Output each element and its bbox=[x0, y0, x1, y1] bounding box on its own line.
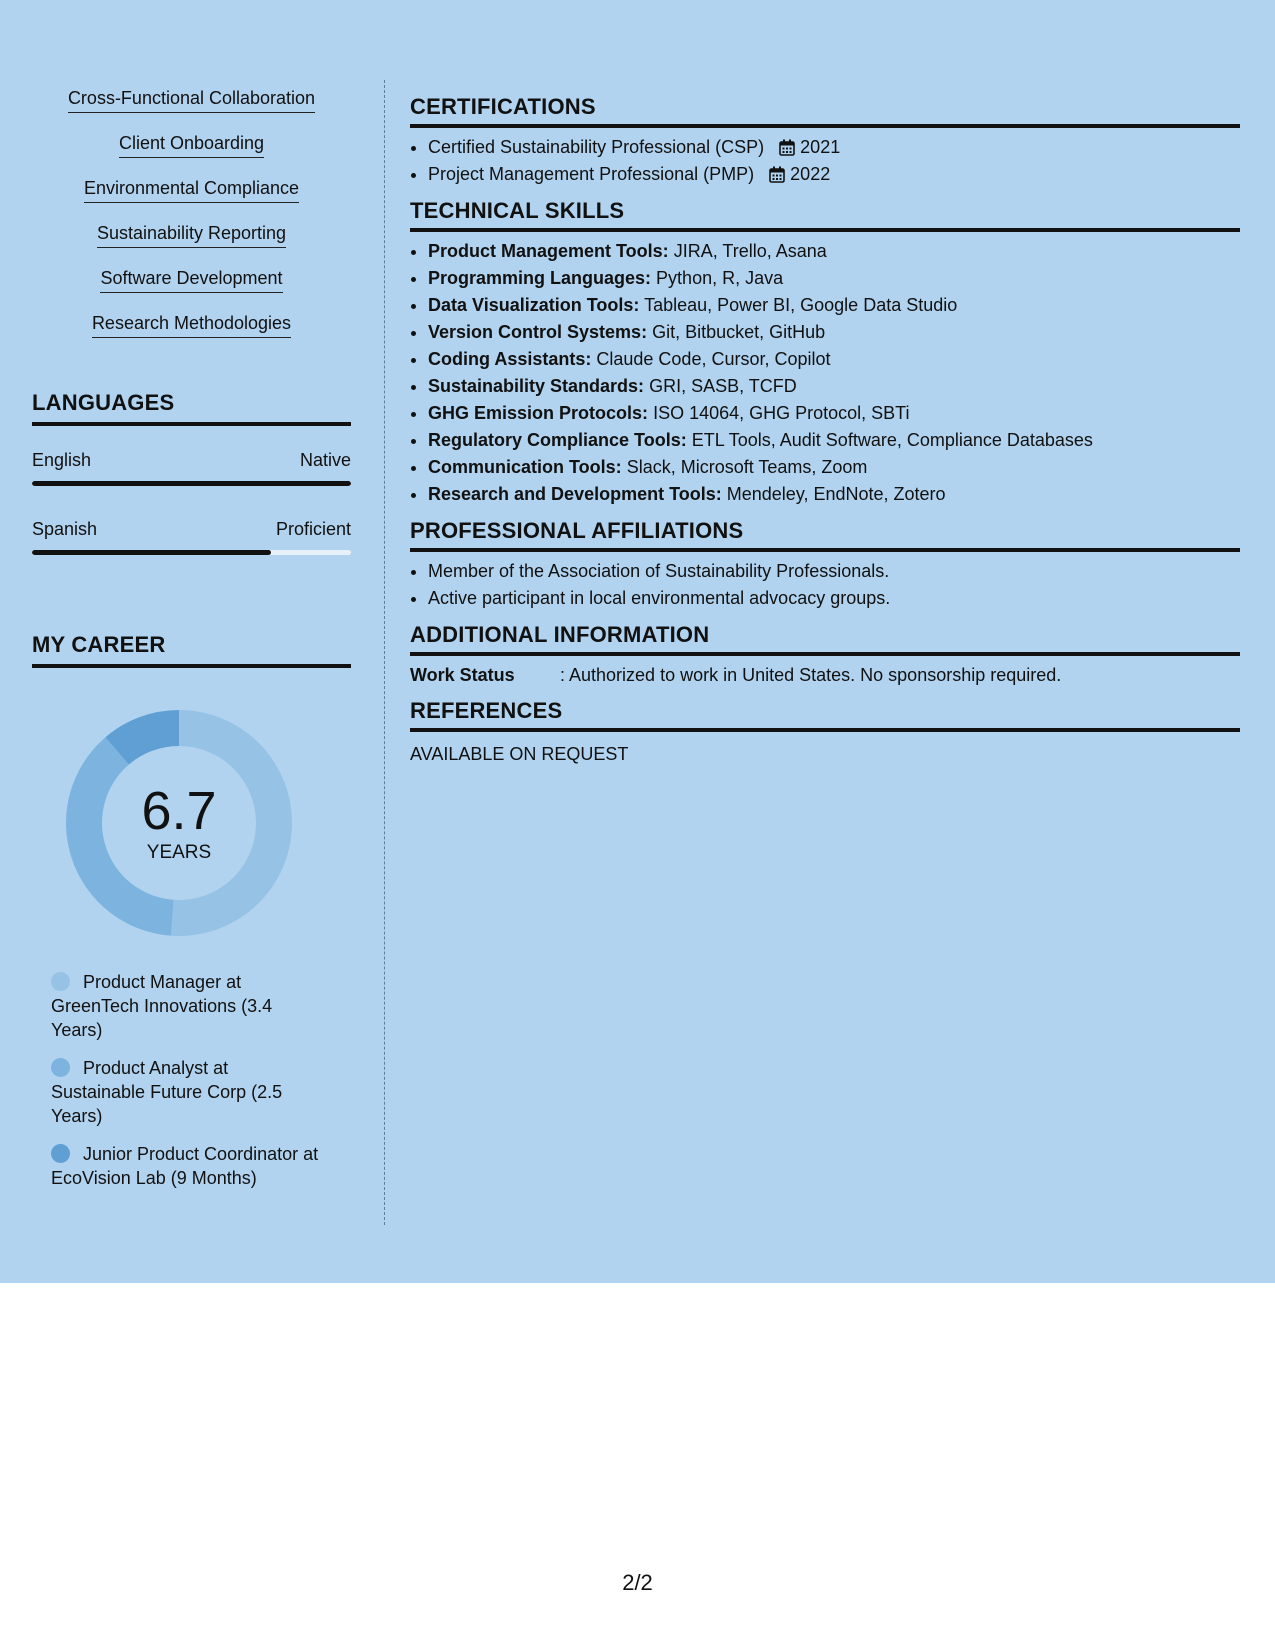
career-total-unit: YEARS bbox=[146, 842, 212, 863]
language-bar-fill bbox=[32, 481, 351, 486]
language-bar-english bbox=[32, 481, 351, 486]
certification-year: 2021 bbox=[800, 137, 841, 157]
technical-skill-item bbox=[428, 454, 1240, 481]
certifications-section bbox=[410, 94, 1240, 188]
affiliation-item: • Member of the Association of Sustainability Professionals. bbox=[428, 558, 1240, 585]
skill-item: Environmental Compliance bbox=[32, 176, 351, 221]
language-bar-fill bbox=[32, 550, 271, 555]
technical-skill-item bbox=[428, 292, 1240, 319]
skill-label: Data Visualization Tools: bbox=[428, 295, 640, 315]
work-status-value: : Authorized to work in United States. No sponsorship required. bbox=[560, 665, 1062, 685]
certification-item bbox=[428, 134, 1240, 161]
language-name: Spanish bbox=[32, 519, 98, 539]
technical-skill-item bbox=[428, 427, 1240, 454]
certification-item bbox=[428, 161, 1240, 188]
skills-list bbox=[32, 86, 351, 356]
additional-info-heading: ADDITIONAL INFORMATION bbox=[410, 622, 1240, 656]
skill-value: ETL Tools, Audit Software, Compliance Databases bbox=[691, 430, 1093, 450]
skill-item: Sustainability Reporting bbox=[32, 221, 351, 266]
languages-heading: LANGUAGES bbox=[32, 390, 351, 426]
left-column bbox=[32, 86, 351, 356]
skill-label: Regulatory Compliance Tools: bbox=[428, 430, 687, 450]
skill-label: Research and Development Tools: bbox=[428, 484, 722, 504]
technical-skill-item bbox=[428, 346, 1240, 373]
career-legend-item bbox=[51, 970, 321, 1042]
language-name: English bbox=[32, 450, 92, 470]
work-status-row bbox=[410, 662, 1240, 688]
skill-label: Version Control Systems: bbox=[428, 322, 648, 342]
skill-value: Python, R, Java bbox=[656, 268, 784, 288]
skill-label: Communication Tools: bbox=[428, 457, 622, 477]
technical-skill-item bbox=[428, 238, 1240, 265]
career-legend bbox=[51, 970, 321, 1204]
career-item-label: Product Analyst at Sustainable Future Corp (2.5 Years) bbox=[51, 1058, 283, 1126]
certification-name: Certified Sustainability Professional (CSP) bbox=[428, 137, 765, 157]
skill-value: Git, Bitbucket, GitHub bbox=[652, 322, 826, 342]
language-row-english bbox=[32, 450, 351, 471]
column-divider bbox=[384, 80, 385, 1225]
career-donut-chart bbox=[64, 708, 294, 938]
technical-skills-section bbox=[410, 198, 1240, 508]
skill-value: ISO 14064, GHG Protocol, SBTi bbox=[653, 403, 910, 423]
language-row-spanish bbox=[32, 519, 351, 540]
technical-skill-item bbox=[428, 481, 1240, 508]
skill-label: Sustainability Standards: bbox=[428, 376, 645, 396]
legend-dot-icon bbox=[51, 1144, 70, 1163]
affiliations-heading: PROFESSIONAL AFFILIATIONS bbox=[410, 518, 1240, 552]
work-status-label: Work Status bbox=[410, 665, 515, 685]
career-heading: MY CAREER bbox=[32, 632, 351, 668]
skill-value: JIRA, Trello, Asana bbox=[673, 241, 827, 261]
career-legend-item bbox=[51, 1142, 321, 1190]
career-item-label: Product Manager at GreenTech Innovations (3.4 Years) bbox=[51, 972, 273, 1040]
skill-item: Client Onboarding bbox=[32, 131, 351, 176]
legend-dot-icon bbox=[51, 972, 70, 991]
skill-value: GRI, SASB, TCFD bbox=[649, 376, 797, 396]
certifications-heading: CERTIFICATIONS bbox=[410, 94, 1240, 128]
technical-skill-item bbox=[428, 319, 1240, 346]
technical-skill-item bbox=[428, 400, 1240, 427]
technical-skills-heading: TECHNICAL SKILLS bbox=[410, 198, 1240, 232]
references-text: AVAILABLE ON REQUEST bbox=[410, 744, 629, 764]
calendar-icon bbox=[769, 166, 785, 183]
skill-item: Software Development bbox=[32, 266, 351, 311]
skill-item: Research Methodologies bbox=[32, 311, 351, 356]
calendar-icon bbox=[779, 139, 795, 156]
certification-name: Project Management Professional (PMP) bbox=[428, 164, 755, 184]
skill-value: Claude Code, Cursor, Copilot bbox=[596, 349, 831, 369]
skill-label: Programming Languages: bbox=[428, 268, 652, 288]
skill-label: GHG Emission Protocols: bbox=[428, 403, 649, 423]
legend-dot-icon bbox=[51, 1058, 70, 1077]
additional-info-section bbox=[410, 622, 1240, 688]
language-level: Proficient bbox=[275, 519, 351, 539]
career-total-value: 6.7 bbox=[141, 781, 217, 841]
skill-value: Slack, Microsoft Teams, Zoom bbox=[626, 457, 868, 477]
references-section bbox=[410, 698, 1240, 768]
skill-value: Mendeley, EndNote, Zotero bbox=[726, 484, 946, 504]
skill-item: Cross-Functional Collaboration bbox=[32, 86, 351, 131]
references-heading: REFERENCES bbox=[410, 698, 1240, 732]
certification-year: 2022 bbox=[790, 164, 831, 184]
career-item-label: Junior Product Coordinator at EcoVision Lab (9 Months) bbox=[51, 1144, 319, 1188]
page-number: 2/2 bbox=[622, 1570, 653, 1595]
skill-label: Product Management Tools: bbox=[428, 241, 669, 261]
right-column bbox=[410, 94, 1240, 778]
skill-label: Coding Assistants: bbox=[428, 349, 592, 369]
language-level: Native bbox=[299, 450, 351, 470]
skill-value: Tableau, Power BI, Google Data Studio bbox=[644, 295, 958, 315]
technical-skill-item bbox=[428, 265, 1240, 292]
affiliations-section bbox=[410, 518, 1240, 612]
career-legend-item bbox=[51, 1056, 321, 1128]
language-bar-spanish bbox=[32, 550, 351, 555]
affiliation-item: • Active participant in local environmental advocacy groups. bbox=[428, 585, 1240, 612]
technical-skill-item bbox=[428, 373, 1240, 400]
